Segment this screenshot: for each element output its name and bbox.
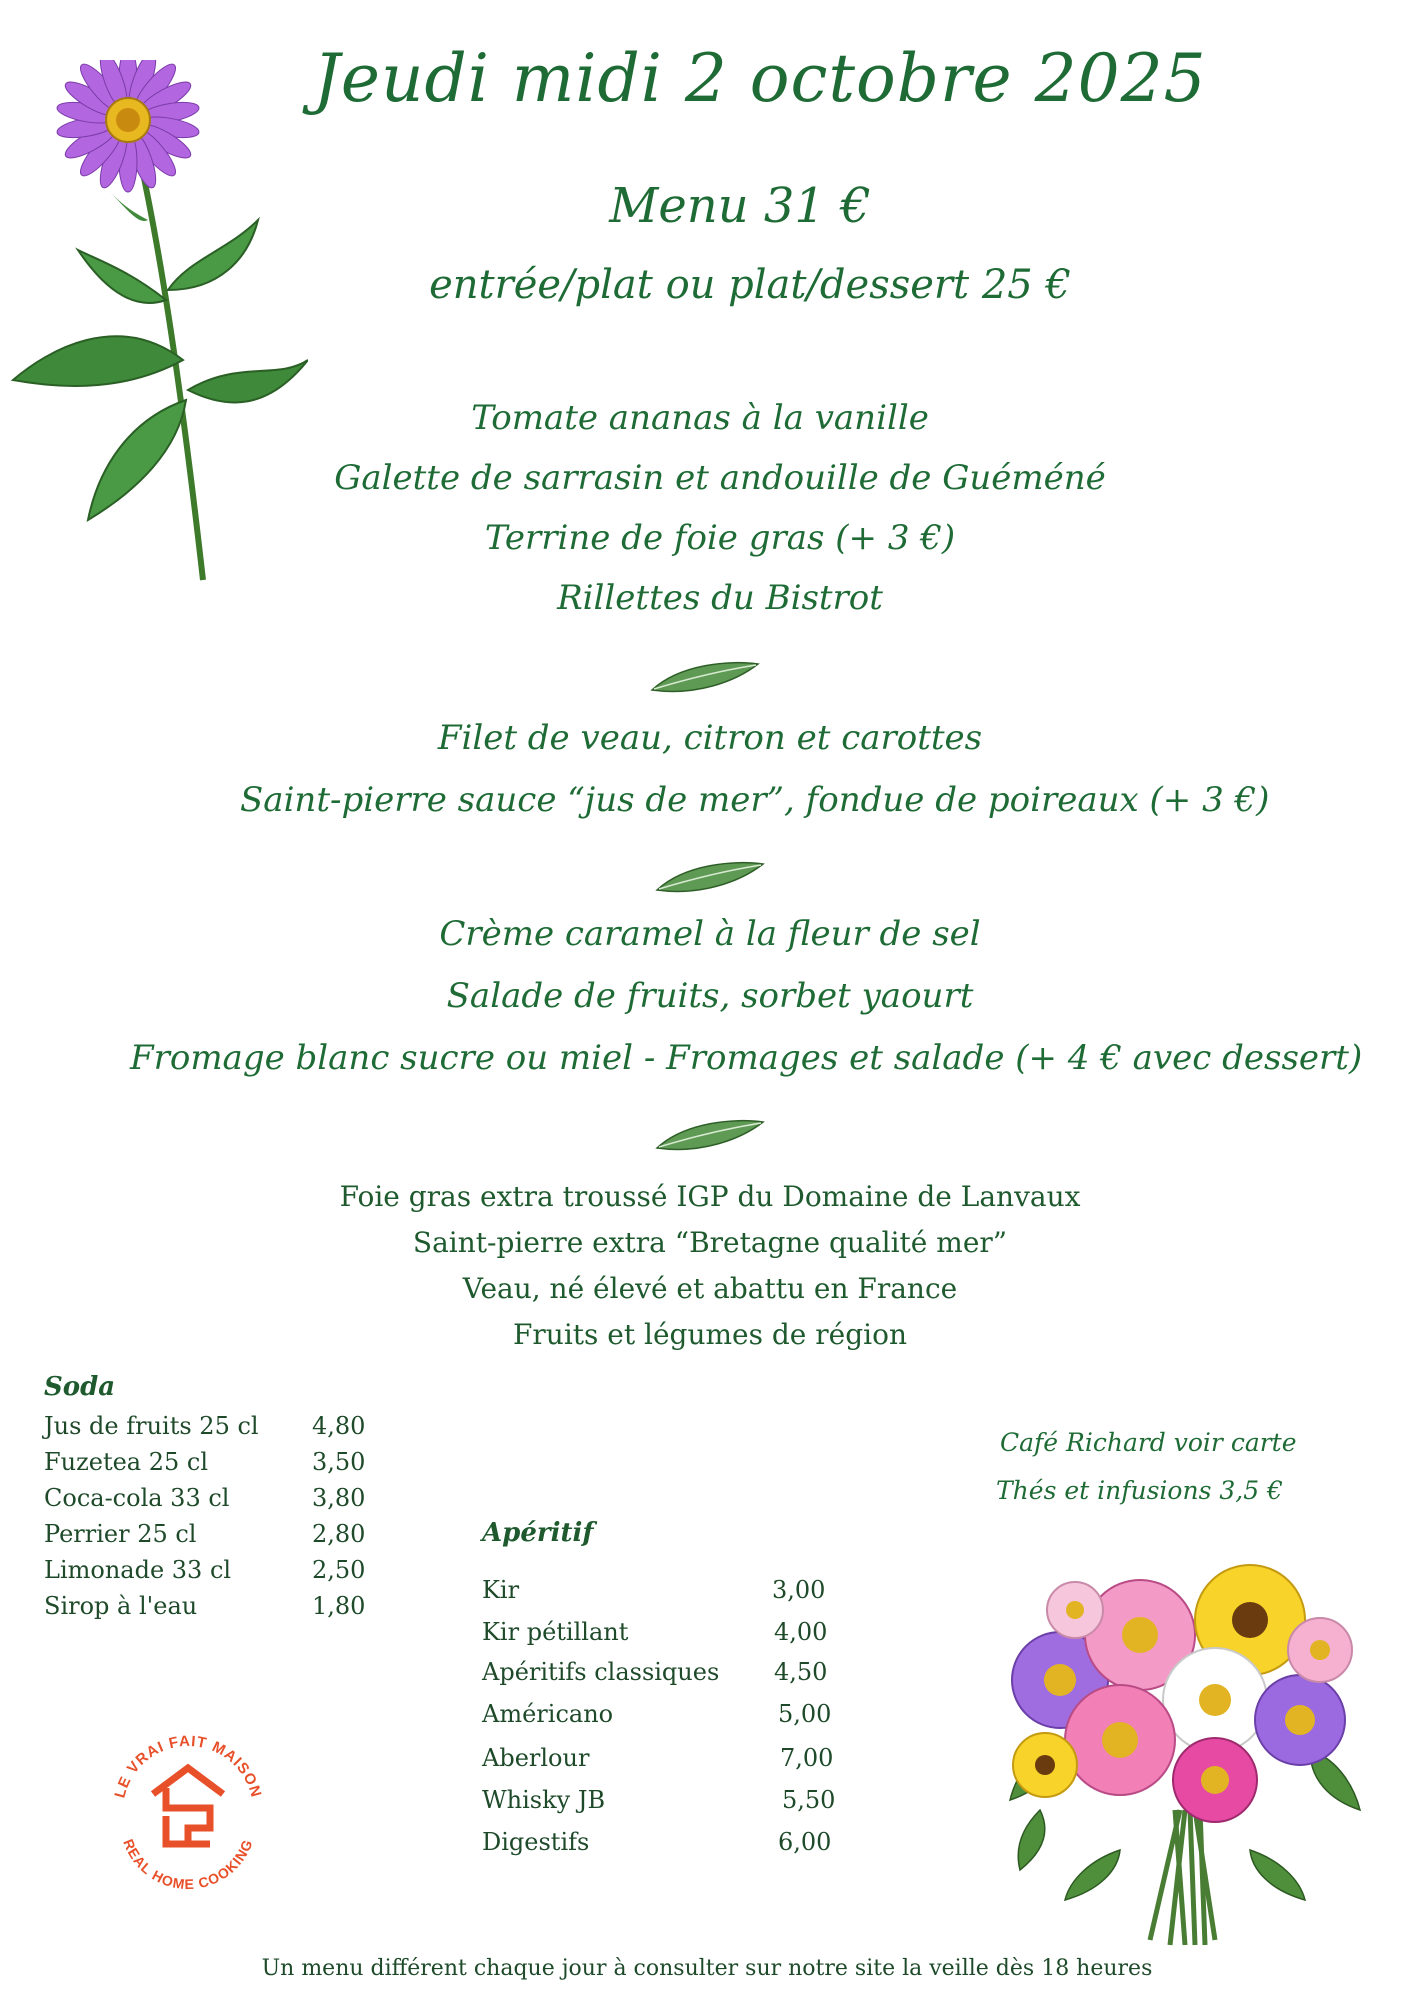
soda-title: Soda [44,1372,116,1402]
origin-line: Saint-pierre extra “Bretagne qualité mer” [412,1226,1008,1259]
flower-bouquet-illustration [1000,1550,1370,1950]
leaf-divider-icon [655,860,765,896]
logo-top-text: LE VRAI FAIT MAISON [111,1732,265,1800]
leaf-divider-icon [655,1118,765,1154]
origin-line: Foie gras extra troussé IGP du Domaine de Lanvaux [339,1180,1081,1213]
menu-price: Menu 31 € [609,178,871,234]
dessert-item: Crème caramel à la fleur de sel [439,914,981,954]
aperitif-item-price: 4,50 [774,1658,828,1686]
soda-item [44,1484,366,1512]
house-icon [153,1768,223,1844]
soda-item-price: 3,50 [312,1448,366,1476]
dessert-item: Salade de fruits, sorbet yaourt [446,976,974,1016]
aperitif-item [482,1576,826,1604]
aperitif-item-price: 3,00 [772,1576,826,1604]
soda-item [44,1520,366,1548]
aperitif-item-name: Whisky JB [482,1786,606,1814]
soda-item [44,1448,366,1476]
soda-item-name: Jus de fruits 25 cl [44,1412,259,1440]
aperitif-item-name: Apéritifs classiques [482,1658,720,1686]
aperitif-item-name: Aberlour [482,1744,590,1772]
starter-item: Galette de sarrasin et andouille de Guéméné [334,458,1106,498]
aperitif-item [482,1828,832,1856]
formula-price: entrée/plat ou plat/dessert 25 € [429,262,1071,308]
aperitif-item-price: 6,00 [778,1828,832,1856]
aperitif-item-name: Kir pétillant [482,1618,629,1646]
soda-item-name: Sirop à l'eau [44,1592,198,1620]
soda-item-price: 2,50 [312,1556,366,1584]
aperitif-item-price: 7,00 [780,1744,834,1772]
aperitif-item-name: Kir [482,1576,520,1604]
soda-item [44,1592,366,1620]
main-item: Saint-pierre sauce “jus de mer”, fondue de poireaux (+ 3 €) [240,780,1270,820]
soda-item [44,1412,366,1440]
tea-line: Thés et infusions 3,5 € [996,1476,1283,1505]
soda-item-price: 4,80 [312,1412,366,1440]
aperitif-item [482,1786,836,1814]
origin-line: Fruits et légumes de région [512,1318,908,1351]
soda-item-name: Perrier 25 cl [44,1520,197,1548]
aperitif-item [482,1700,832,1728]
origin-line: Veau, né élevé et abattu en France [462,1272,958,1305]
aperitif-item-price: 4,00 [774,1618,828,1646]
footer-note: Un menu différent chaque jour à consulter sur notre site la veille dès 18 heures [261,1956,1153,1981]
aperitif-item [482,1618,828,1646]
aperitif-item-price: 5,00 [778,1700,832,1728]
menu-date-title: Jeudi midi 2 octobre 2025 [313,40,1207,117]
leaf-divider-icon [650,660,760,696]
starter-item: Terrine de foie gras (+ 3 €) [484,518,956,558]
soda-item-name: Limonade 33 cl [44,1556,232,1584]
soda-item-price: 3,80 [312,1484,366,1512]
soda-item [44,1556,366,1584]
soda-item-name: Coca-cola 33 cl [44,1484,230,1512]
main-item: Filet de veau, citron et carottes [437,718,983,758]
purple-daisy-illustration [8,60,308,600]
soda-item-name: Fuzetea 25 cl [44,1448,209,1476]
aperitif-item [482,1658,828,1686]
fait-maison-logo [98,1716,278,1896]
aperitif-item [482,1744,834,1772]
starter-item: Tomate ananas à la vanille [471,398,929,438]
aperitif-title: Apéritif [482,1518,594,1548]
dessert-item: Fromage blanc sucre ou miel - Fromages et salade (+ 4 € avec dessert) [130,1038,1363,1078]
starter-item: Rillettes du Bistrot [557,578,883,618]
soda-item-price: 1,80 [312,1592,366,1620]
soda-item-price: 2,80 [312,1520,366,1548]
aperitif-item-price: 5,50 [782,1786,836,1814]
aperitif-item-name: Américano [482,1700,614,1728]
logo-bottom-text: REAL HOME COOKING [120,1836,256,1893]
aperitif-item-name: Digestifs [482,1828,590,1856]
cafe-line: Café Richard voir carte [1000,1428,1297,1457]
